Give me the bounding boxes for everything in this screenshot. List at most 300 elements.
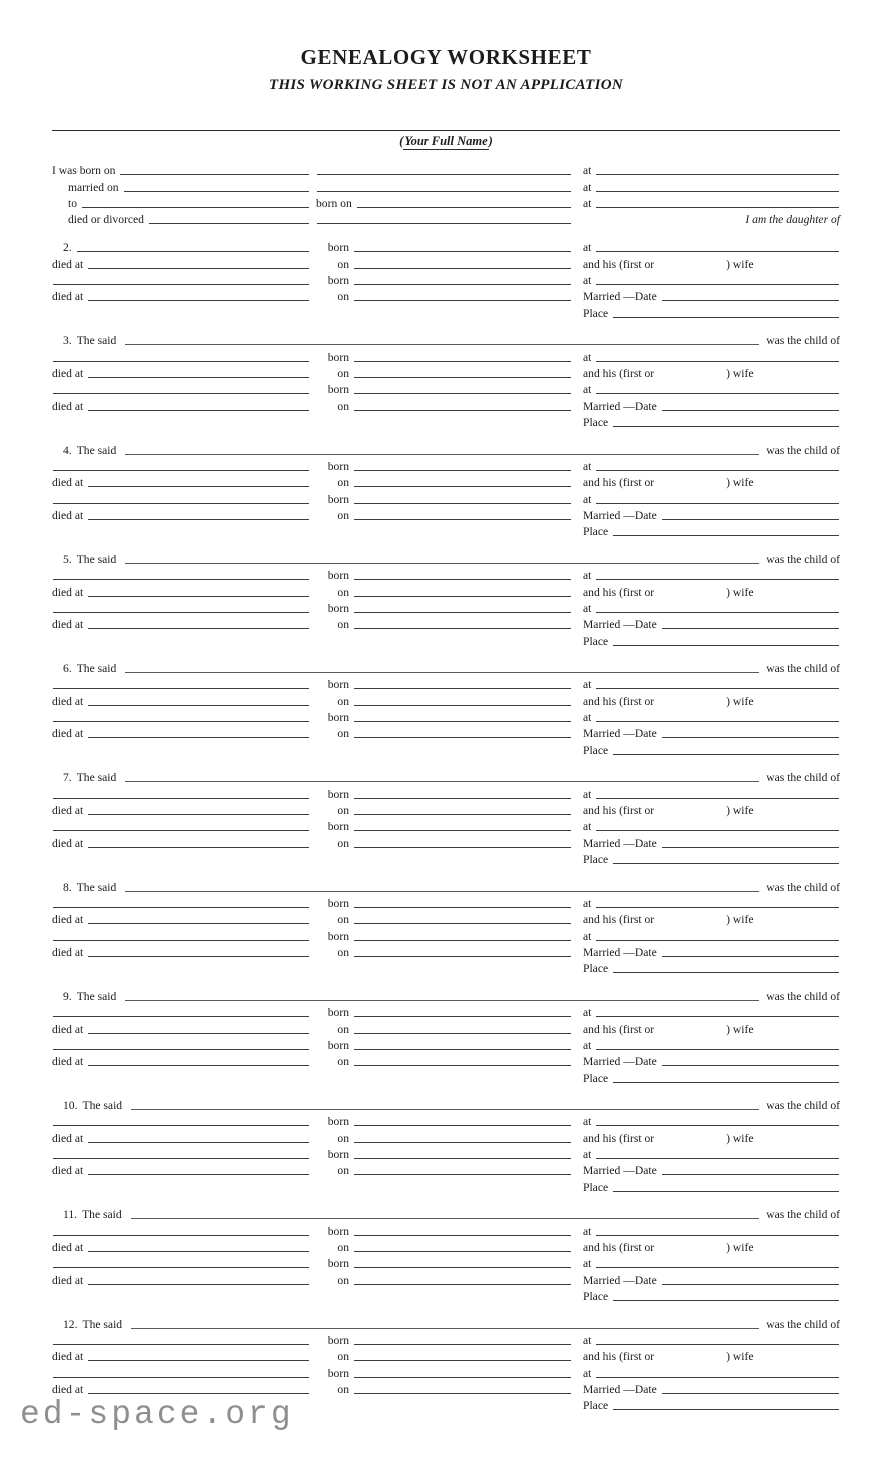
mother-row	[52, 489, 840, 505]
col-mid	[316, 223, 572, 226]
line-mother-birth-place	[596, 612, 839, 613]
col-right	[583, 788, 840, 801]
father-death-row	[52, 1347, 840, 1363]
col-right	[583, 837, 840, 850]
line-mother-name	[53, 1049, 309, 1050]
line-father-birth-date	[354, 470, 571, 471]
line-mother-birth-date	[354, 1049, 571, 1050]
col-right	[583, 853, 840, 866]
ancestor-section	[52, 549, 840, 647]
line-mother-birth-place	[596, 393, 839, 394]
col-left	[52, 290, 310, 303]
mother-death-row	[52, 1161, 840, 1177]
died-at-label: died at	[52, 1273, 84, 1287]
ancestor-section	[52, 1205, 840, 1303]
at-label: at	[583, 164, 592, 178]
section-number: 7.	[63, 771, 72, 785]
col-right	[583, 635, 840, 648]
mother-death-row	[52, 396, 840, 412]
the-said-label: The said	[76, 662, 117, 676]
col-right	[583, 1367, 840, 1380]
died-at-label: died at	[52, 618, 84, 632]
line-died-divorced-extra	[317, 223, 571, 224]
col-mid	[316, 258, 572, 271]
col-right	[583, 460, 840, 473]
ancestor-section	[52, 440, 840, 538]
mother-row	[52, 380, 840, 396]
mother-row	[52, 1254, 840, 1270]
father-row	[52, 894, 840, 910]
and-his-first-or-label: and his (first or	[583, 367, 655, 380]
at-label: at	[583, 787, 592, 801]
place-label: Place	[583, 1290, 609, 1304]
line-self-birth-date	[120, 174, 309, 175]
col-mid	[316, 1039, 572, 1052]
the-said-label: The said	[76, 771, 117, 785]
col-mid	[316, 174, 572, 177]
mother-row	[52, 599, 840, 615]
col-right	[583, 1164, 840, 1177]
col-mid	[316, 351, 572, 364]
on-label: on	[337, 1164, 349, 1178]
line-ancestor-name	[131, 1328, 759, 1329]
died-at-label: died at	[52, 1350, 84, 1364]
line-marriage-place	[613, 754, 839, 755]
col-left	[52, 586, 310, 599]
section-header-row	[52, 440, 840, 456]
was-child-of-label: was the child of	[766, 880, 840, 894]
born-label: born	[327, 350, 349, 364]
line-father-birth-date	[354, 1344, 571, 1345]
line-mother-death-date	[354, 519, 571, 520]
married-date-label: Married —Date	[583, 1164, 657, 1178]
col-left	[52, 727, 310, 740]
col-right	[583, 290, 840, 303]
father-row	[52, 1003, 840, 1019]
col-mid	[316, 1367, 572, 1380]
line-mother-death-place	[88, 1393, 309, 1394]
father-death-row	[52, 254, 840, 270]
col-left	[52, 946, 310, 959]
wife-label: ) wife	[726, 913, 754, 927]
and-his-first-or-label: and his (first or	[583, 585, 655, 599]
born-label: born	[327, 787, 349, 801]
was-child-of-label: was the child of	[766, 443, 840, 457]
wife-label: ) wife	[726, 804, 754, 817]
place-label: Place	[583, 634, 609, 648]
col-left	[52, 1274, 310, 1287]
col-right	[583, 962, 840, 975]
mother-row	[52, 1036, 840, 1052]
died-at-label: died at	[52, 585, 84, 599]
col-mid	[316, 509, 572, 522]
father-death-row	[52, 582, 840, 598]
spouse-row	[52, 194, 840, 210]
at-label: at	[583, 492, 592, 506]
ancestor-section	[52, 331, 840, 429]
father-row	[52, 347, 840, 363]
at-label: at	[583, 678, 592, 692]
born-label: born	[327, 569, 349, 583]
col-left	[52, 830, 310, 833]
line-father-birth-date	[354, 579, 571, 580]
married-date-label: Married —Date	[583, 1055, 657, 1069]
died-at-label: died at	[52, 476, 84, 490]
born-label: born	[327, 459, 349, 473]
died-at-label: died at	[52, 399, 84, 413]
section-header-row	[52, 1096, 840, 1112]
col-left	[52, 940, 310, 943]
section-number: 11.	[63, 1208, 78, 1222]
on-label: on	[337, 618, 349, 632]
place-label: Place	[583, 416, 609, 430]
col-left	[52, 1158, 310, 1161]
line-father-birth-date	[354, 1235, 571, 1236]
ancestor-section	[52, 768, 840, 866]
line-father-birth-place	[596, 251, 839, 252]
col-left	[52, 393, 310, 396]
line-self-birth-place	[596, 174, 839, 175]
on-label: on	[337, 367, 349, 380]
born-label: born	[327, 820, 349, 834]
marriage-place-row	[52, 1287, 840, 1303]
and-his-first-or-label: and his (first or	[583, 804, 655, 817]
col-mid	[316, 1383, 572, 1396]
line-father-birth-date	[354, 1016, 571, 1017]
col-left	[52, 400, 310, 413]
the-said-label: The said	[82, 1099, 123, 1113]
col-left	[52, 804, 310, 817]
line-marriage-place	[613, 645, 839, 646]
line-father-name	[53, 579, 309, 580]
col-right	[583, 1055, 840, 1068]
on-label: on	[337, 399, 349, 413]
line-father-birth-date	[354, 361, 571, 362]
col-left	[52, 837, 310, 850]
line-father-death-place	[88, 705, 309, 706]
col-mid	[316, 191, 572, 194]
line-mother-death-date	[354, 300, 571, 301]
col-right	[583, 1006, 840, 1019]
on-label: on	[337, 1055, 349, 1069]
watermark: ed-space.org	[20, 1396, 294, 1433]
born-label: born	[327, 929, 349, 943]
section-number: 9.	[63, 989, 72, 1003]
died-at-label: died at	[52, 694, 84, 708]
ancestor-section	[52, 659, 840, 757]
marriage-place-row	[52, 413, 840, 429]
line-mother-name	[53, 721, 309, 722]
married-date-label: Married —Date	[583, 945, 657, 959]
line-father-death-place	[88, 1142, 309, 1143]
place-label: Place	[583, 962, 609, 976]
col-mid	[316, 241, 572, 254]
col-right	[583, 618, 840, 631]
born-label: born	[327, 274, 349, 288]
at-label: at	[583, 1148, 592, 1162]
line-father-death-date	[354, 1033, 571, 1034]
col-right	[583, 274, 840, 287]
died-at-label: died at	[52, 1382, 84, 1396]
on-label: on	[337, 1350, 349, 1364]
col-mid	[316, 727, 572, 740]
the-said-label: The said	[76, 989, 117, 1003]
line-marriage-place	[613, 863, 839, 864]
line-died-divorced	[149, 223, 309, 224]
ancestor-section	[52, 986, 840, 1084]
at-label: at	[583, 601, 592, 615]
col-left	[52, 284, 310, 287]
wife-label: ) wife	[726, 1241, 754, 1254]
married-date-label: Married —Date	[583, 1273, 657, 1287]
born-label: born	[327, 678, 349, 692]
line-spouse-name	[82, 207, 309, 208]
line-ancestor-name	[131, 1109, 759, 1110]
col-left	[52, 503, 310, 506]
col-right	[583, 820, 840, 833]
col-mid	[316, 274, 572, 287]
col-mid	[316, 1274, 572, 1287]
line-marriage-date	[662, 737, 839, 738]
marriage-place-row	[52, 631, 840, 647]
line-mother-birth-place	[596, 1158, 839, 1159]
was-child-of-label: was the child of	[766, 989, 840, 1003]
col-mid	[316, 946, 572, 959]
line-marriage-date	[662, 1174, 839, 1175]
line-mother-death-date	[354, 1393, 571, 1394]
col-left	[52, 241, 310, 254]
died-at-label: died at	[52, 727, 84, 741]
section-number: 12.	[63, 1317, 78, 1331]
at-label: at	[583, 459, 592, 473]
daughter-of-note: I am the daughter of	[745, 213, 840, 227]
col-right	[583, 509, 840, 522]
at-label: at	[583, 820, 592, 834]
col-mid	[316, 476, 572, 489]
section-number: 2.	[63, 241, 72, 255]
line-mother-death-date	[354, 1284, 571, 1285]
line-father-death-place	[88, 268, 309, 269]
the-said-label: The said	[76, 334, 117, 348]
col-mid	[316, 1115, 572, 1128]
ancestor-section	[52, 1096, 840, 1194]
col-mid	[316, 493, 572, 506]
line-marriage-date	[662, 1065, 839, 1066]
marriage-place-row	[52, 740, 840, 756]
born-label: born	[327, 1006, 349, 1020]
col-left	[52, 1235, 310, 1238]
married-date-label: Married —Date	[583, 290, 657, 304]
married-date-label: Married —Date	[583, 399, 657, 413]
col-left	[52, 579, 310, 582]
col-left	[52, 688, 310, 691]
at-label: at	[583, 569, 592, 583]
col-left	[52, 367, 310, 380]
line-marriage-place	[613, 1409, 839, 1410]
top-rule	[52, 130, 840, 131]
died-at-label: died at	[52, 508, 84, 522]
mother-row	[52, 271, 840, 287]
line-father-name	[53, 798, 309, 799]
col-left	[52, 618, 310, 631]
the-said-label: The said	[76, 552, 117, 566]
line-father-birth-place	[596, 798, 839, 799]
died-at-label: died at	[52, 804, 84, 817]
line-father-death-date	[354, 596, 571, 597]
father-row	[52, 457, 840, 473]
caption-open-paren: (	[399, 134, 404, 148]
col-right	[583, 213, 840, 226]
mother-row	[52, 1363, 840, 1379]
caption-underlined-text: Your Full Name	[404, 134, 488, 148]
line-mother-name	[53, 612, 309, 613]
col-mid	[316, 1241, 572, 1254]
born-label: born	[327, 601, 349, 615]
line-spouse-birth-place	[596, 207, 839, 208]
line-father-name	[53, 1125, 309, 1126]
line-marriage-place	[613, 1300, 839, 1301]
line-mother-birth-date	[354, 393, 571, 394]
line-mother-death-date	[354, 737, 571, 738]
died-at-label: died at	[52, 913, 84, 927]
col-right	[583, 258, 840, 271]
section-number: 6.	[63, 662, 72, 676]
line-self-birth-extra	[317, 174, 571, 175]
col-right	[583, 1132, 840, 1145]
was-child-of-label: was the child of	[766, 662, 840, 676]
line-father-death-place	[88, 814, 309, 815]
mother-row	[52, 817, 840, 833]
mother-death-row	[52, 1270, 840, 1286]
col-right	[583, 678, 840, 691]
section-number: 8.	[63, 880, 72, 894]
col-left	[52, 181, 310, 194]
ancestor-section-2	[52, 238, 840, 320]
died-or-divorced-label: died or divorced	[68, 213, 144, 227]
on-label: on	[337, 1241, 349, 1254]
self-born-on-label: I was born on	[52, 164, 116, 178]
col-left	[52, 1164, 310, 1177]
line-father-death-date	[354, 1360, 571, 1361]
line-father-birth-date	[354, 251, 571, 252]
line-father-birth-place	[596, 1344, 839, 1345]
page-title: GENEALOGY WORKSHEET	[300, 45, 592, 69]
line-ancestor-name	[125, 1000, 759, 1001]
section-header-row	[52, 1314, 840, 1330]
line-mother-birth-place	[596, 1049, 839, 1050]
father-death-row	[52, 801, 840, 817]
the-said-label: The said	[76, 443, 117, 457]
father-row	[52, 784, 840, 800]
at-label: at	[583, 1333, 592, 1347]
married-date-label: Married —Date	[583, 727, 657, 741]
col-left	[52, 164, 310, 177]
to-label: to	[68, 197, 78, 211]
at-label: at	[583, 1038, 592, 1052]
at-label: at	[583, 350, 592, 364]
col-left	[52, 1023, 310, 1036]
line-father-death-place	[88, 486, 309, 487]
col-right	[583, 1257, 840, 1270]
line-father-birth-date	[354, 688, 571, 689]
col-mid	[316, 1257, 572, 1270]
ancestor-section	[52, 877, 840, 975]
wife-label: ) wife	[726, 1350, 754, 1364]
line-mother-birth-place	[596, 284, 839, 285]
col-left	[52, 1016, 310, 1019]
and-his-first-or-label: and his (first or	[583, 913, 655, 927]
line-mother-name	[53, 1267, 309, 1268]
line-father-death-place	[88, 923, 309, 924]
col-left	[52, 476, 310, 489]
wife-label: ) wife	[726, 476, 754, 490]
at-label: at	[583, 929, 592, 943]
line-father-death-date	[354, 1142, 571, 1143]
line-marriage-date	[662, 956, 839, 957]
col-left	[52, 721, 310, 724]
father-death-row	[52, 910, 840, 926]
at-label: at	[583, 197, 592, 211]
at-label: at	[583, 1006, 592, 1020]
section-header-row	[52, 768, 840, 784]
was-child-of-label: was the child of	[766, 1099, 840, 1113]
col-right	[583, 804, 840, 817]
col-right	[583, 930, 840, 943]
col-right	[583, 727, 840, 740]
line-father-birth-place	[596, 1016, 839, 1017]
col-right	[583, 569, 840, 582]
section-number: 10.	[63, 1099, 78, 1113]
self-section	[52, 161, 840, 226]
line-spouse-birth-date	[357, 207, 571, 208]
line-father-birth-place	[596, 1235, 839, 1236]
col-mid	[316, 400, 572, 413]
col-right	[583, 416, 840, 429]
on-label: on	[337, 836, 349, 850]
line-ancestor-name	[125, 781, 759, 782]
col-right	[583, 476, 840, 489]
line-mother-death-date	[354, 847, 571, 848]
col-right	[583, 367, 840, 380]
born-label: born	[327, 1115, 349, 1129]
line-mother-birth-date	[354, 503, 571, 504]
line-father-name	[53, 1235, 309, 1236]
at-label: at	[583, 1224, 592, 1238]
col-right	[583, 493, 840, 506]
col-mid	[316, 618, 572, 631]
line-ancestor-name	[125, 672, 759, 673]
at-label: at	[583, 711, 592, 725]
father-row	[52, 675, 840, 691]
was-child-of-label: was the child of	[766, 771, 840, 785]
col-right	[583, 897, 840, 910]
line-marriage-place	[613, 426, 839, 427]
marriage-place-row	[52, 1068, 840, 1084]
on-label: on	[337, 1273, 349, 1287]
col-left	[52, 258, 310, 271]
col-left	[52, 907, 310, 910]
col-left	[52, 1049, 310, 1052]
line-mother-death-place	[88, 519, 309, 520]
the-said-label: The said	[76, 880, 117, 894]
col-right	[583, 1072, 840, 1085]
wife-label: ) wife	[726, 585, 754, 599]
mother-death-row	[52, 287, 840, 303]
at-label: at	[583, 274, 592, 288]
col-mid	[316, 586, 572, 599]
place-label: Place	[583, 1180, 609, 1194]
line-marriage-date	[662, 519, 839, 520]
